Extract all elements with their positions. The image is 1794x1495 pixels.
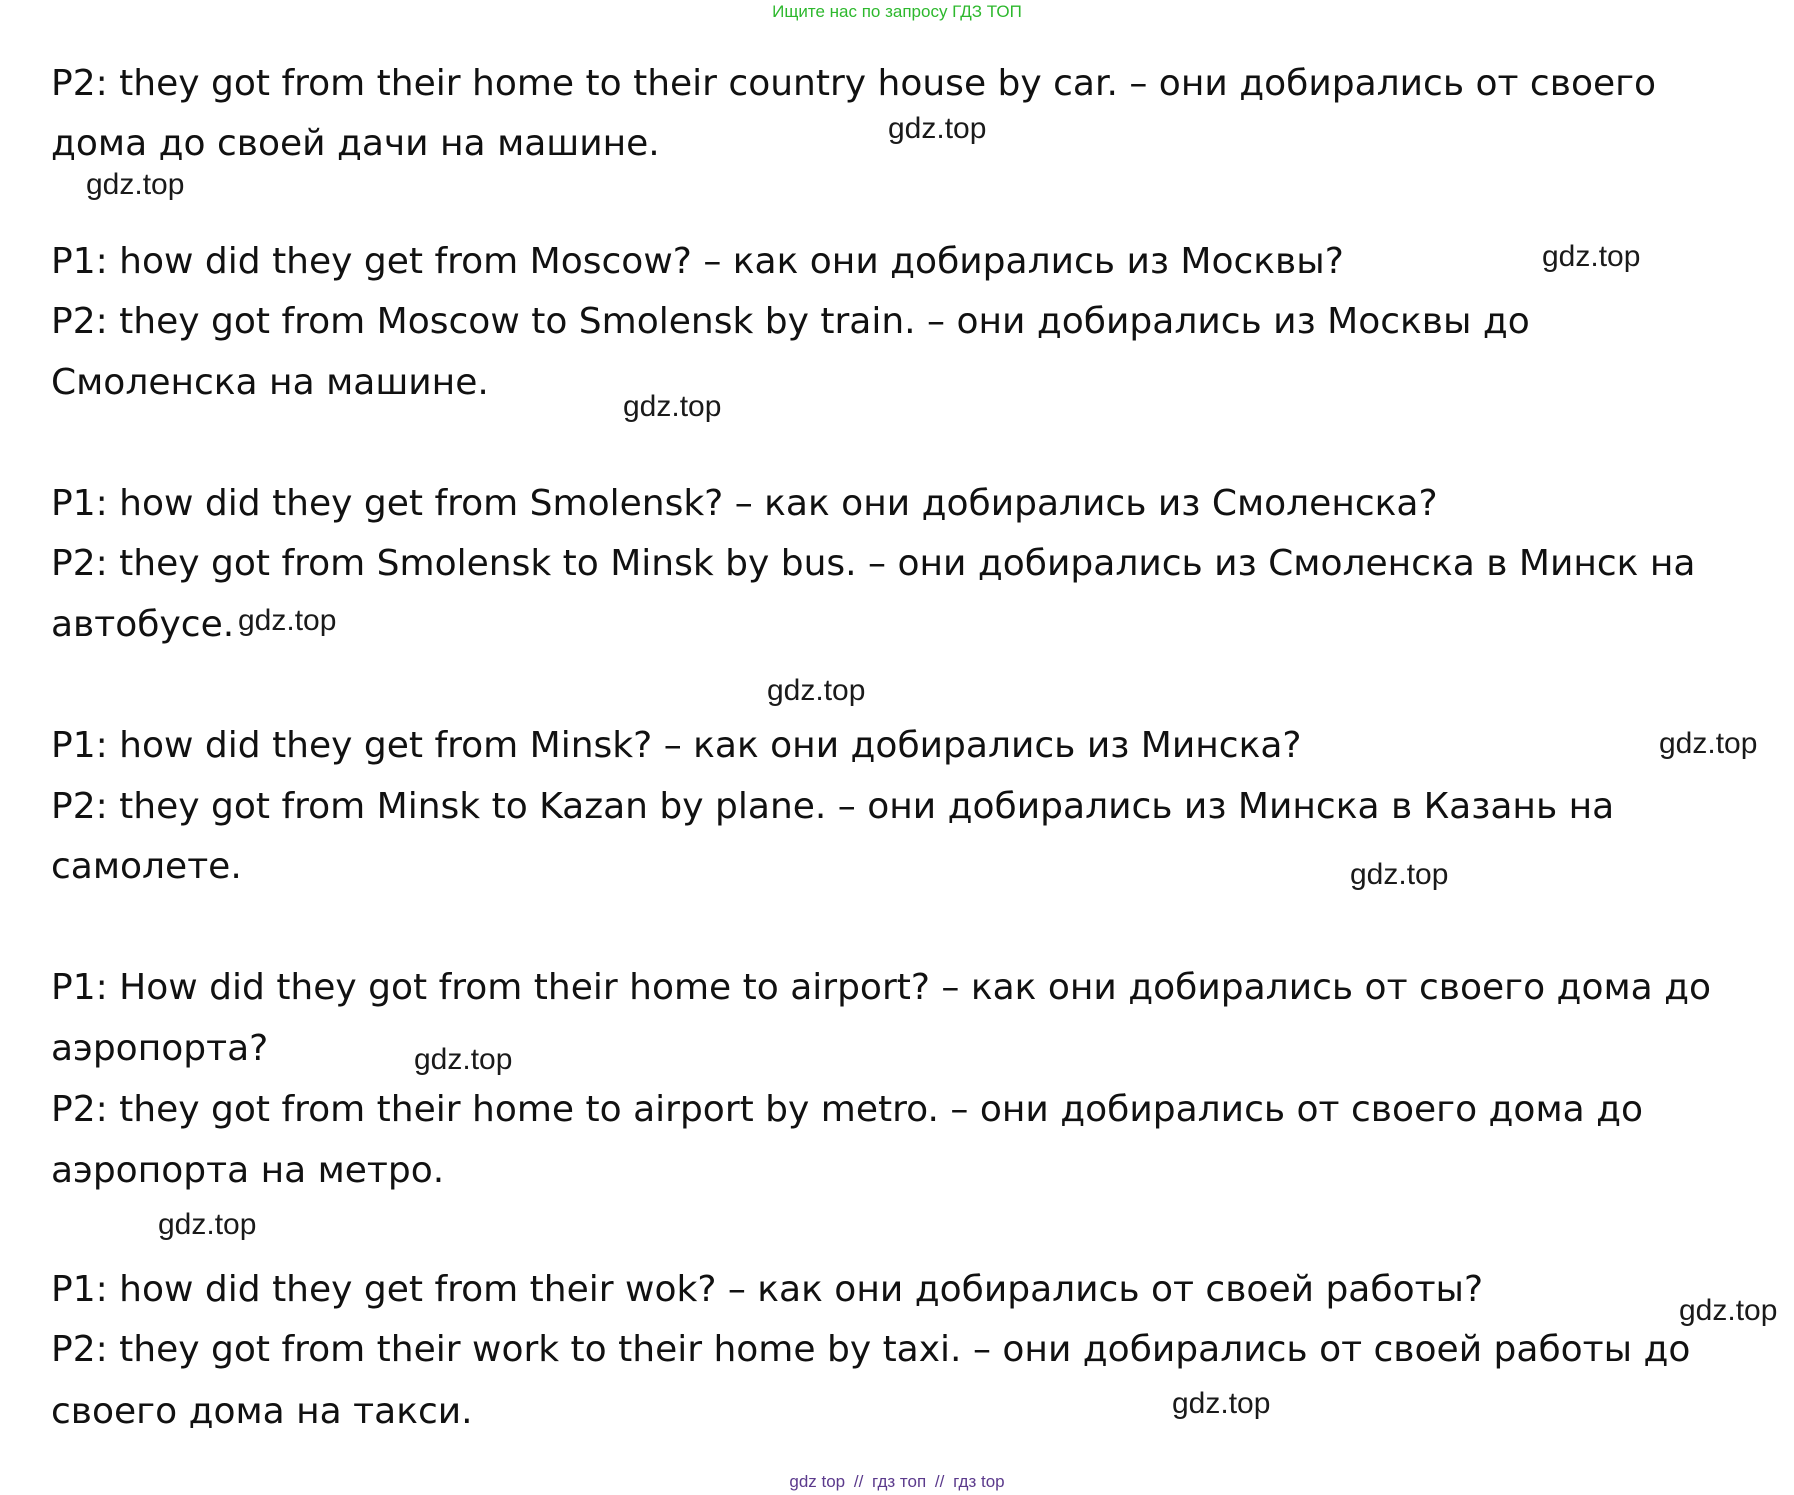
watermark: gdz.top xyxy=(1679,1294,1778,1327)
text-line: Смоленска на машине. xyxy=(51,362,489,403)
text-line: P2: they got from their work to their home by taxi. – они добирались от своей работы до xyxy=(51,1329,1691,1370)
text-line: P1: how did they get from Minsk? – как они добирались из Минска? xyxy=(51,725,1302,766)
watermark: gdz.top xyxy=(414,1043,513,1076)
footer-separator: // xyxy=(934,1472,945,1491)
text-line: своего дома на такси. xyxy=(51,1391,473,1432)
watermark: gdz.top xyxy=(86,168,185,201)
text-line: P2: they got from their home to their country house by car. – они добирались от своего xyxy=(51,63,1657,104)
text-line: аэропорта? xyxy=(51,1028,269,1069)
text-line: P1: how did they get from Smolensk? – как они добирались из Смоленска? xyxy=(51,483,1438,524)
text-line: P2: they got from Minsk to Kazan by plane. – они добирались из Минска в Казань на xyxy=(51,786,1615,827)
text-line: P1: how did they get from Moscow? – как они добирались из Москвы? xyxy=(51,241,1344,282)
text-line: аэропорта на метро. xyxy=(51,1150,445,1191)
text-line: P1: How did they got from their home to airport? – как они добирались от своего дома до xyxy=(51,967,1712,1008)
watermark: gdz.top xyxy=(1659,727,1758,760)
text-line: P2: they got from Moscow to Smolensk by train. – они добирались из Москвы до xyxy=(51,301,1530,342)
watermark: gdz.top xyxy=(1542,240,1641,273)
footer-links xyxy=(0,1472,1794,1492)
footer-link[interactable]: gdz top xyxy=(789,1472,846,1491)
text-line: P1: how did they get from their wok? – как они добирались от своей работы? xyxy=(51,1269,1484,1310)
text-line: P2: they got from their home to airport by metro. – они добирались от своего дома до xyxy=(51,1089,1644,1130)
footer-link[interactable]: гдз top xyxy=(953,1472,1005,1491)
watermark: gdz.top xyxy=(238,604,337,637)
text-line: P2: they got from Smolensk to Minsk by bus. – они добирались из Смоленска в Минск на xyxy=(51,543,1696,584)
watermark: gdz.top xyxy=(623,390,722,423)
watermark: gdz.top xyxy=(888,112,987,145)
watermark: gdz.top xyxy=(1350,858,1449,891)
footer-link[interactable]: гдз топ xyxy=(872,1472,927,1491)
watermark: gdz.top xyxy=(158,1208,257,1241)
text-line: автобусе. xyxy=(51,604,235,645)
text-line: дома до своей дачи на машине. xyxy=(51,123,660,164)
header-search-note: Ищите нас по запросу ГДЗ ТОП xyxy=(772,2,1022,21)
footer-separator: // xyxy=(853,1472,864,1491)
watermark: gdz.top xyxy=(767,674,866,707)
watermark: gdz.top xyxy=(1172,1387,1271,1420)
text-line: самолете. xyxy=(51,846,242,887)
